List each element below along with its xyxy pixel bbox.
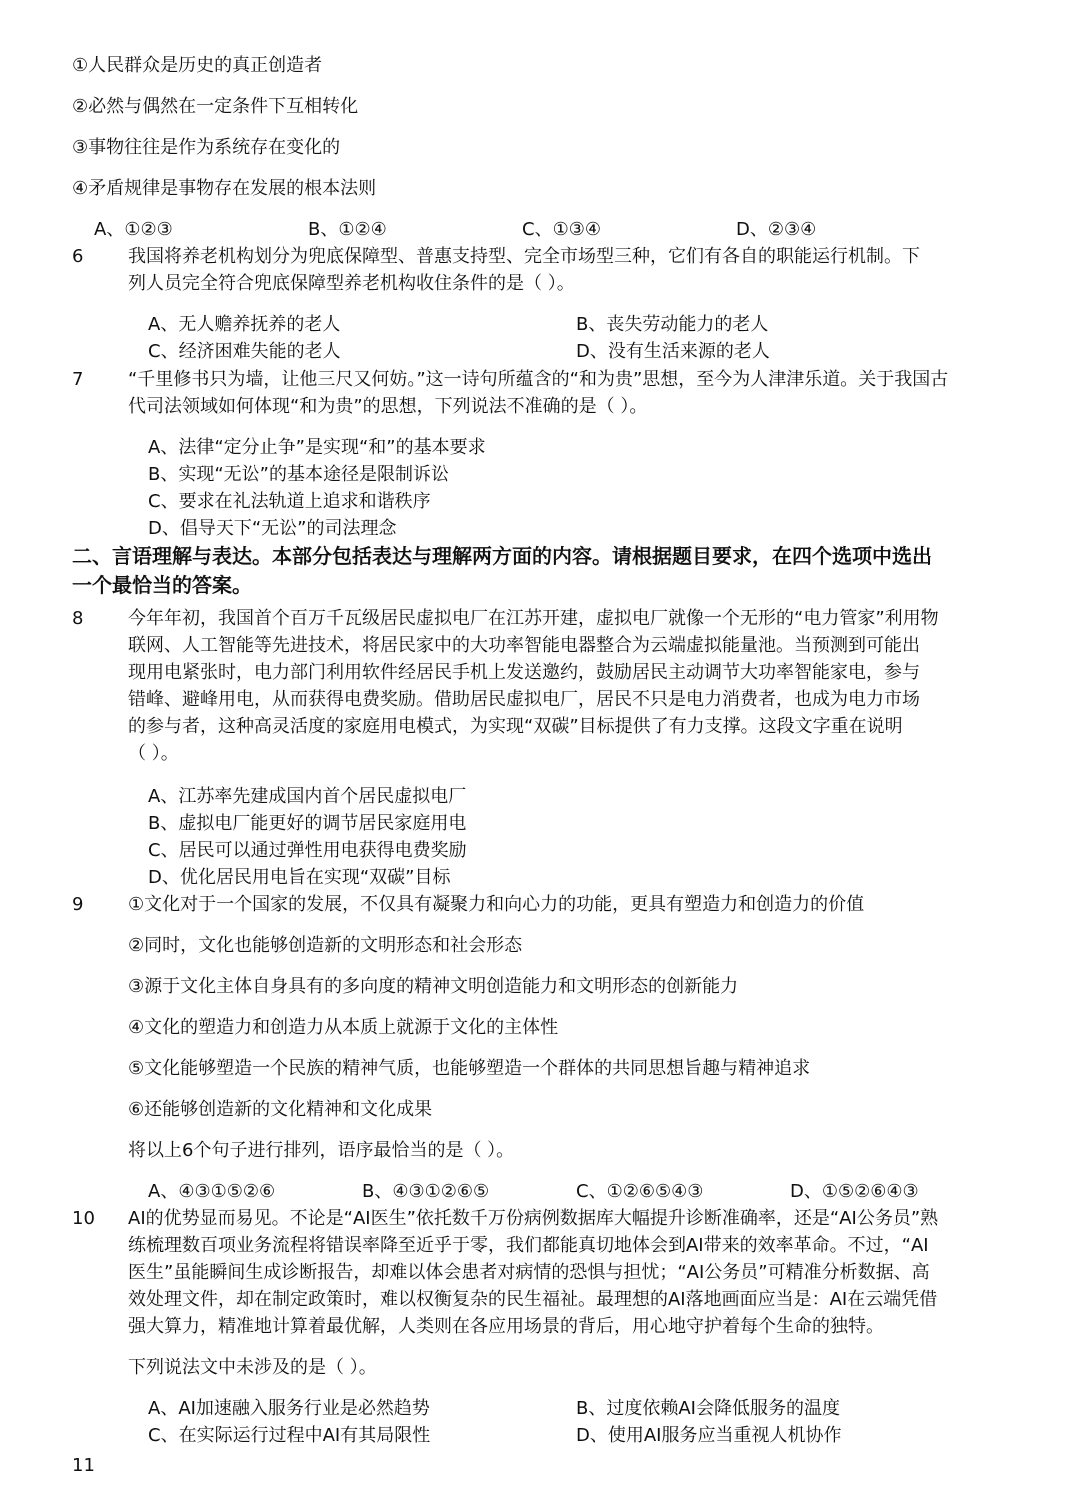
question-number-8: 8 xyxy=(72,608,84,629)
q9-sentence-6: ⑥还能够创造新的文化精神和文化成果 xyxy=(128,1099,433,1120)
q9-question: 将以上6个句子进行排列，语序最恰当的是（ ）。 xyxy=(128,1140,515,1161)
statement-1: ①人民群众是历史的真正创造者 xyxy=(72,55,323,76)
section-heading-line-1: 二、言语理解与表达。本部分包括表达与理解两方面的内容。请根据题目要求，在四个选项中选出 xyxy=(72,544,932,568)
q8-option-c: C、居民可以通过弹性用电获得电费奖励 xyxy=(148,840,467,861)
q8-option-d: D、优化居民用电旨在实现“双碳”目标 xyxy=(148,867,451,888)
statement-3: ③事物往往是作为系统存在变化的 xyxy=(72,137,341,158)
q6-option-c: C、经济困难失能的老人 xyxy=(148,341,341,362)
q10-line-4: 效处理文件，却在制定政策时，难以权衡复杂的民生福祉。最理想的AI落地画面应当是：AI在云端凭借 xyxy=(128,1289,938,1310)
q10-question: 下列说法文中未涉及的是（ ）。 xyxy=(128,1357,377,1378)
question-number-10: 10 xyxy=(72,1208,95,1229)
top-option-a: A、①②③ xyxy=(94,219,173,240)
top-option-c: C、①③④ xyxy=(522,219,601,240)
q10-option-c: C、在实际运行过程中AI有其局限性 xyxy=(148,1425,431,1446)
q8-line-3: 现用电紧张时，电力部门利用软件经居民手机上发送邀约，鼓励居民主动调节大功率智能家电，参与 xyxy=(128,662,920,683)
q6-stem-line-2: 列人员完全符合兜底保障型养老机构收住条件的是（ ）。 xyxy=(128,273,575,294)
question-number-6: 6 xyxy=(72,246,84,267)
top-option-b: B、①②④ xyxy=(308,219,387,240)
q10-line-2: 练梳理数百项业务流程将错误率降至近乎于零，我们都能真切地体会到AI带来的效率革命。不过，“AI xyxy=(128,1235,929,1256)
q9-option-d: D、①⑤②⑥④③ xyxy=(790,1181,919,1202)
q7-option-a: A、法律“定分止争”是实现“和”的基本要求 xyxy=(148,437,486,458)
q6-option-d: D、没有生活来源的老人 xyxy=(576,341,770,362)
statement-4: ④矛盾规律是事物存在发展的根本法则 xyxy=(72,178,377,199)
q9-option-a: A、④③①⑤②⑥ xyxy=(148,1181,276,1202)
q10-line-5: 强大算力，精准地计算着最优解，人类则在各应用场景的背后，用心地守护着每个生命的独特。 xyxy=(128,1316,884,1337)
q10-option-d: D、使用AI服务应当重视人机协作 xyxy=(576,1425,842,1446)
q9-sentence-5: ⑤文化能够塑造一个民族的精神气质，也能够塑造一个群体的共同思想旨趣与精神追求 xyxy=(128,1058,811,1079)
question-number-7: 7 xyxy=(72,369,84,390)
q6-option-a: A、无人赡养抚养的老人 xyxy=(148,314,341,335)
q9-option-c: C、①②⑥⑤④③ xyxy=(576,1181,704,1202)
q10-option-b: B、过度依赖AI会降低服务的温度 xyxy=(576,1398,840,1419)
q9-sentence-1: ①文化对于一个国家的发展，不仅具有凝聚力和向心力的功能，更具有塑造力和创造力的价值 xyxy=(128,894,865,915)
q8-line-2: 联网、人工智能等先进技术，将居民家中的大功率智能电器整合为云端虚拟能量池。当预测到可能出 xyxy=(128,635,920,656)
q9-option-b: B、④③①②⑥⑤ xyxy=(362,1181,490,1202)
section-heading-line-2: 一个最恰当的答案。 xyxy=(72,573,252,597)
q8-line-6: （ ）。 xyxy=(128,743,179,764)
q7-option-d: D、倡导天下“无讼”的司法理念 xyxy=(148,518,397,539)
q8-line-5: 的参与者，这种高灵活度的家庭用电模式，为实现“双碳”目标提供了有力支撑。这段文字重在说明 xyxy=(128,716,903,737)
q7-option-c: C、要求在礼法轨道上追求和谐秩序 xyxy=(148,491,431,512)
q7-stem-line-2: 代司法领域如何体现“和为贵”的思想，下列说法不准确的是（ ）。 xyxy=(128,396,648,417)
q8-option-b: B、虚拟电厂能更好的调节居民家庭用电 xyxy=(148,813,467,834)
q8-line-1: 今年年初，我国首个百万千瓦级居民虚拟电厂在江苏开建，虚拟电厂就像一个无形的“电力管家”利用物 xyxy=(128,608,939,629)
q9-sentence-3: ③源于文化主体自身具有的多向度的精神文明创造能力和文明形态的创新能力 xyxy=(128,976,739,997)
q10-option-a: A、AI加速融入服务行业是必然趋势 xyxy=(148,1398,430,1419)
q8-option-a: A、江苏率先建成国内首个居民虚拟电厂 xyxy=(148,786,467,807)
q6-stem-line-1: 我国将养老机构划分为兜底保障型、普惠支持型、完全市场型三种，它们有各自的职能运行机制。下 xyxy=(128,246,920,267)
question-number-9: 9 xyxy=(72,894,84,915)
q10-line-1: AI的优势显而易见。不论是“AI医生”依托数千万份病例数据库大幅提升诊断准确率，还是“AI公务员”熟 xyxy=(128,1208,939,1229)
q10-line-3: 医生”虽能瞬间生成诊断报告，却难以体会患者对病情的恐惧与担忧；“AI公务员”可精准分析数据、高 xyxy=(128,1262,930,1283)
q6-option-b: B、丧失劳动能力的老人 xyxy=(576,314,769,335)
q7-option-b: B、实现“无讼”的基本途径是限制诉讼 xyxy=(148,464,449,485)
q9-sentence-2: ②同时，文化也能够创造新的文明形态和社会形态 xyxy=(128,935,523,956)
q9-sentence-4: ④文化的塑造力和创造力从本质上就源于文化的主体性 xyxy=(128,1017,559,1038)
q8-line-4: 错峰、避峰用电，从而获得电费奖励。借助居民虚拟电厂，居民不只是电力消费者，也成为电力市场 xyxy=(128,689,920,710)
q7-stem-line-1: “千里修书只为墙，让他三尺又何妨。”这一诗句所蕴含的“和为贵”思想，至今为人津津乐道。关于我国古 xyxy=(128,369,949,390)
statement-2: ②必然与偶然在一定条件下互相转化 xyxy=(72,96,359,117)
top-option-d: D、②③④ xyxy=(736,219,817,240)
question-number-11: 11 xyxy=(72,1455,95,1476)
